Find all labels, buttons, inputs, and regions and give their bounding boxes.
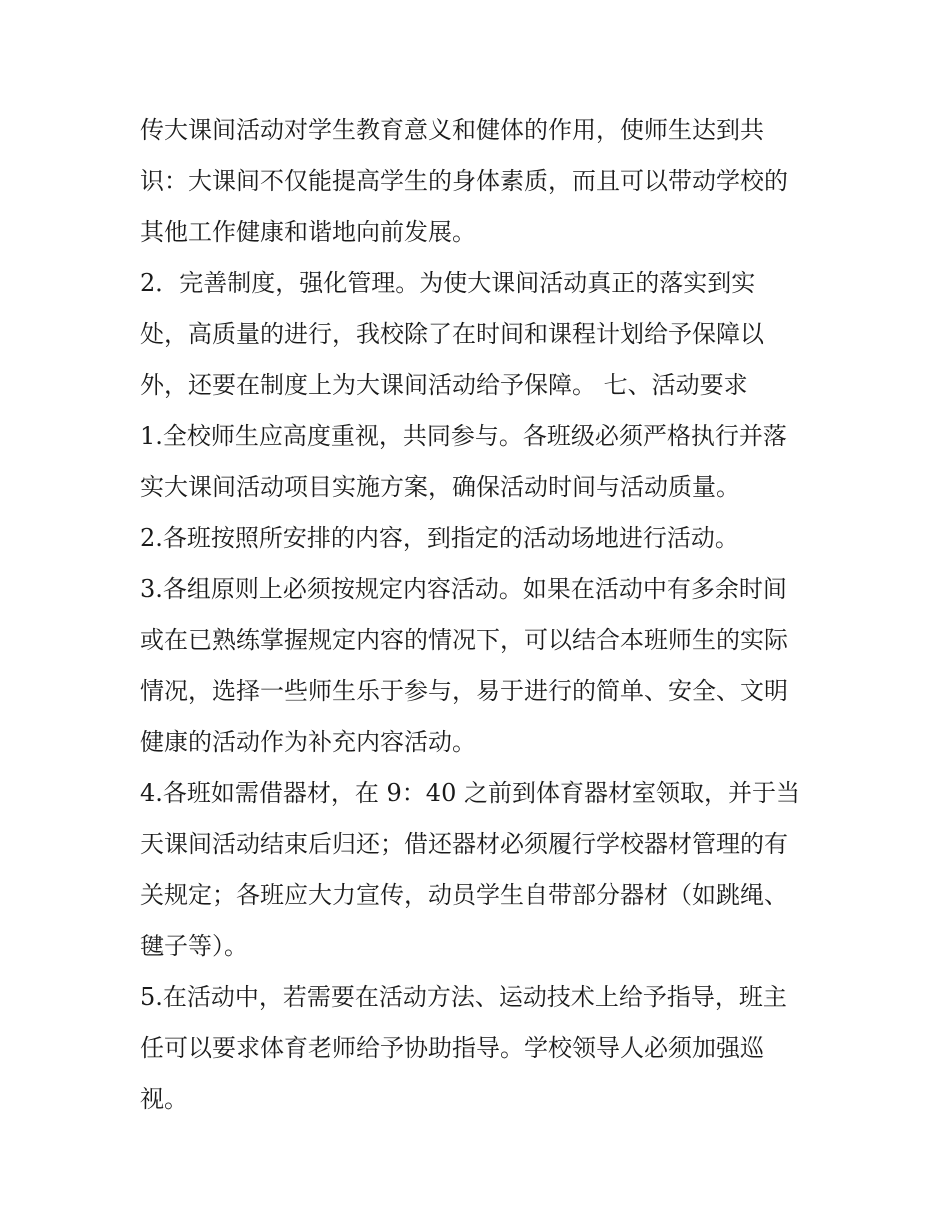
- text-line: 识：大课间不仅能提高学生的身体素质，而且可以带动学校的: [140, 167, 788, 195]
- text-line: 3.各组原则上必须按规定内容活动。如果在活动中有多余时间: [140, 575, 787, 603]
- text-line: 视。: [140, 1085, 188, 1113]
- text-line: 5.在活动中，若需要在活动方法、运动技术上给予指导，班主: [140, 983, 787, 1011]
- text-line: 健康的活动作为补充内容活动。: [140, 728, 476, 756]
- text-line: 实大课间活动项目实施方案，确保活动时间与活动质量。: [140, 473, 740, 501]
- text-line: 天课间活动结束后归还；借还器材必须履行学校器材管理的有: [140, 830, 788, 858]
- text-line: 处，高质量的进行，我校除了在时间和课程计划给予保障以: [140, 320, 764, 348]
- text-line: 传大课间活动对学生教育意义和健体的作用，使师生达到共: [140, 116, 764, 144]
- text-line: 2．完善制度，强化管理。为使大课间活动真正的落实到实: [140, 269, 756, 297]
- text-line: 毽子等）。: [140, 932, 248, 960]
- text-line: 4.各班如需借器材，在 9：40 之前到体育器材室领取，并于当: [140, 779, 800, 807]
- text-line: 或在已熟练掌握规定内容的情况下，可以结合本班师生的实际: [140, 626, 788, 654]
- text-line: 2.各班按照所安排的内容，到指定的活动场地进行活动。: [140, 524, 739, 552]
- text-line: 外，还要在制度上为大课间活动给予保障。 七、活动要求: [140, 371, 748, 399]
- text-line: 情况，选择一些师生乐于参与，易于进行的简单、安全、文明: [140, 677, 788, 705]
- text-line: 1.全校师生应高度重视，共同参与。各班级必须严格执行并落: [140, 422, 787, 450]
- text-line: 其他工作健康和谐地向前发展。: [140, 218, 476, 246]
- text-line: 任可以要求体育老师给予协助指导。学校领导人必须加强巡: [140, 1034, 764, 1062]
- text-line: 关规定；各班应大力宣传，动员学生自带部分器材（如跳绳、: [140, 881, 788, 909]
